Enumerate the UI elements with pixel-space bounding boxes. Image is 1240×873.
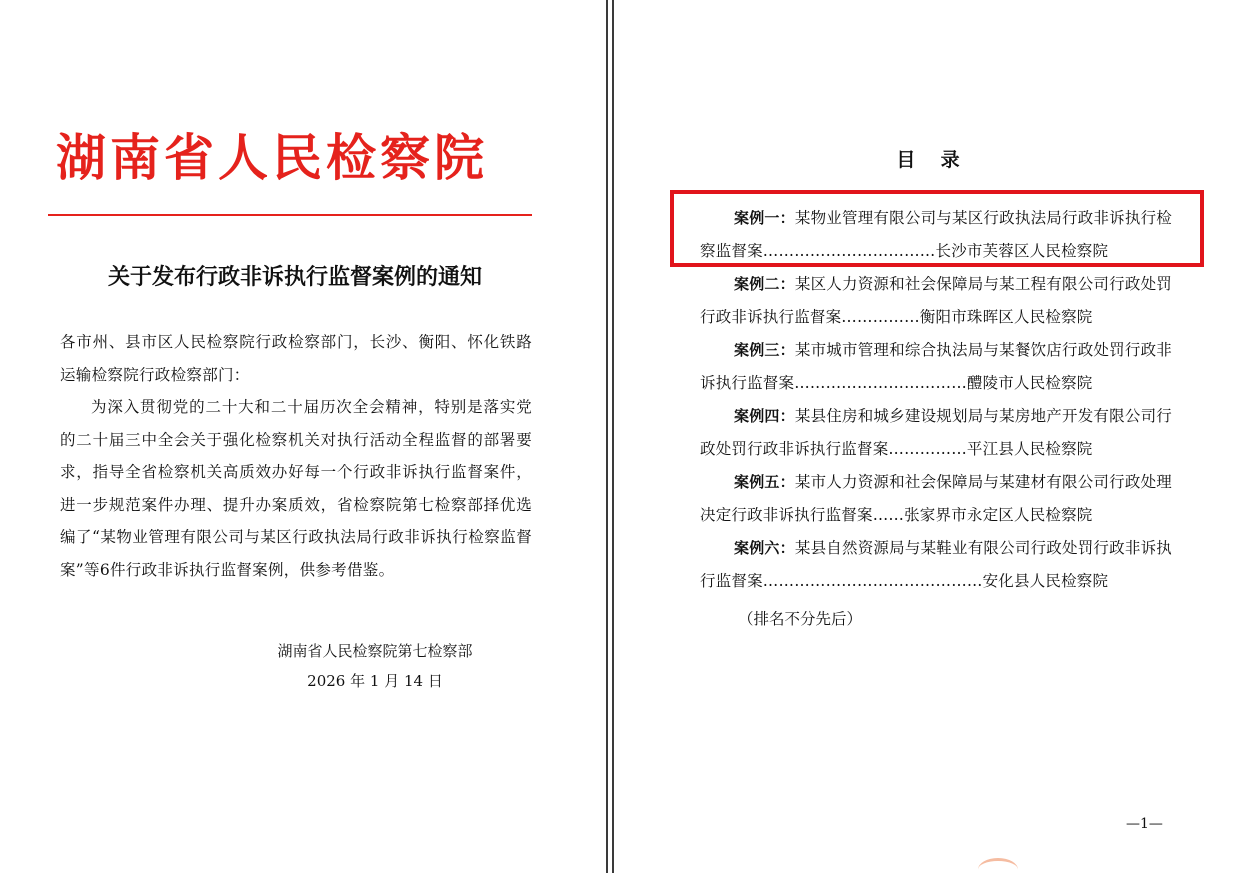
case-text: 某市城市管理和综合执法局与某餐饮店行政处罚行政非诉执行监督案……………………………醴陵市人民检察院 xyxy=(700,341,1172,392)
toc-item-5 xyxy=(700,466,1172,532)
case-label: 案例四： xyxy=(734,407,795,425)
org-title: 湖南省人民检察院 xyxy=(56,128,488,187)
page-number: —1— xyxy=(1126,816,1163,832)
case-label: 案例一： xyxy=(734,209,795,227)
seal-stamp-edge xyxy=(978,858,1018,873)
toc-item-4 xyxy=(700,400,1172,466)
toc-item-3 xyxy=(700,334,1172,400)
gutter-line xyxy=(606,0,608,873)
highlight-box xyxy=(670,190,1204,267)
toc-item-6 xyxy=(700,532,1172,598)
toc-item-2 xyxy=(700,268,1172,334)
body-paragraph: 为深入贯彻党的二十大和二十届历次全会精神，特别是落实党的二十届三中全会关于强化检察机关对执行活动全程监督的部署要求，指导全省检察机关高质效办好每一个行政非诉执行监督案件，进一步规范案件办理、提升办案质效，省检察院第七检察部择优选编了“某物业管理有限公司与某区行政执法局行政非诉执行检察监督案”等6件行政非诉执行监督案例，供参考借鉴。 xyxy=(60,398,532,579)
case-label: 案例二： xyxy=(734,275,795,293)
right-page xyxy=(618,0,1240,873)
toc-title: 目 录 xyxy=(896,149,960,171)
case-text: 某物业管理有限公司与某区行政执法局行政非诉执行检察监督案……………………………长沙市芙蓉区人民检察院 xyxy=(700,209,1172,260)
case-text: 某县住房和城乡建设规划局与某房地产开发有限公司行政处罚行政非诉执行监督案……………平江县人民检察院 xyxy=(700,407,1172,458)
notice-title: 关于发布行政非诉执行监督案例的通知 xyxy=(107,264,482,290)
red-divider xyxy=(48,214,532,216)
recipients-paragraph: 各市州、县市区人民检察院行政检察部门，长沙、衡阳、怀化铁路运输检察院行政检察部门： xyxy=(60,333,532,384)
case-text: 某区人力资源和社会保障局与某工程有限公司行政处罚行政非诉执行监督案……………衡阳市珠晖区人民检察院 xyxy=(700,275,1172,326)
case-text: 某市人力资源和社会保障局与某建材有限公司行政处理决定行政非诉执行监督案……张家界市永定区人民检察院 xyxy=(700,473,1172,524)
ranking-note: （排名不分先后） xyxy=(738,610,863,628)
case-label: 案例三： xyxy=(734,341,795,359)
signature-date: 2026 年 1 月 14 日 xyxy=(307,672,443,690)
case-label: 案例五： xyxy=(734,473,795,491)
signature-org: 湖南省人民检察院第七检察部 xyxy=(277,642,473,660)
page-gutter xyxy=(604,0,618,873)
case-text: 某县自然资源局与某鞋业有限公司行政处罚行政非诉执行监督案……………………………………安化县人民检察院 xyxy=(700,539,1172,590)
case-label: 案例六： xyxy=(734,539,795,557)
left-page xyxy=(0,0,604,873)
gutter-line xyxy=(612,0,614,873)
